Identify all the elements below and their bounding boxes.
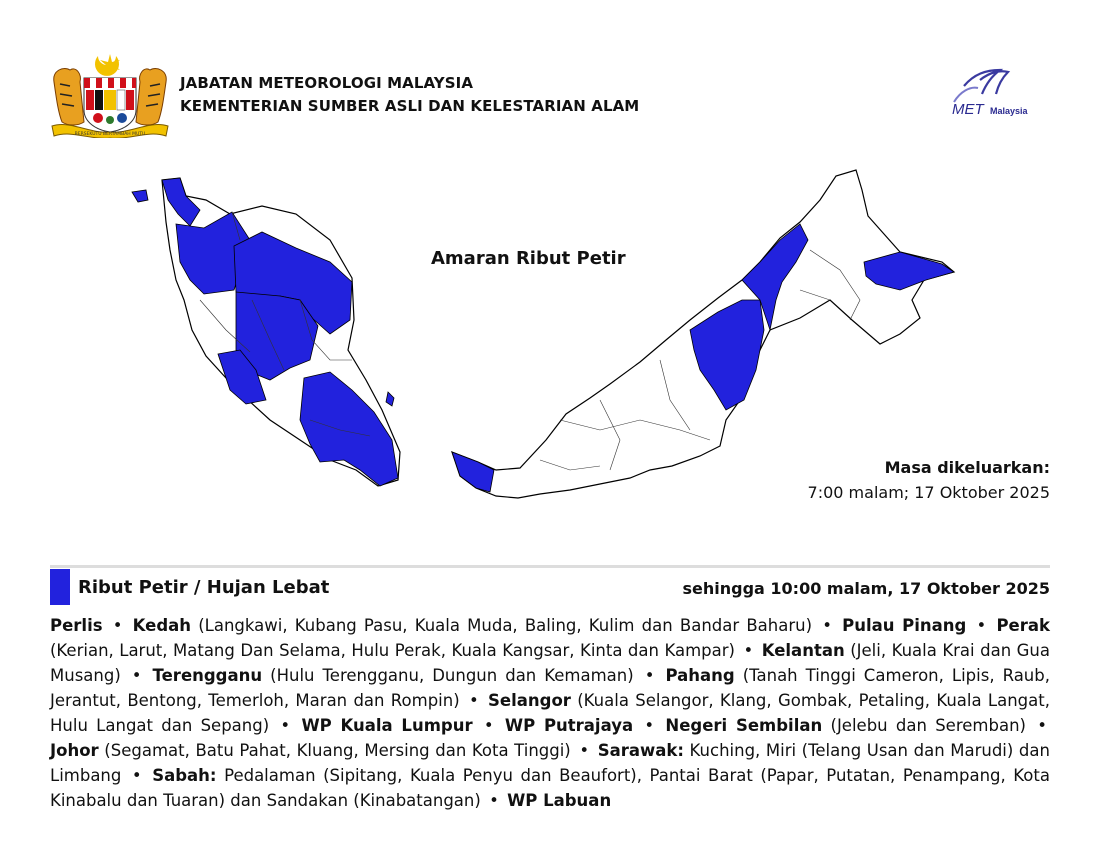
- area-separator: •: [573, 741, 595, 760]
- area-state: Perlis: [50, 616, 103, 635]
- area-state: Johor: [50, 741, 99, 760]
- area-state: WP Kuala Lumpur: [301, 716, 473, 735]
- area-separator: •: [815, 616, 840, 635]
- met-logo-subtext: Malaysia: [990, 106, 1028, 116]
- area-state: Kedah: [132, 616, 192, 635]
- warning-accent-bar: [50, 569, 70, 605]
- area-districts: (Kuala Selangor, Klang, Gombak, Petaling, Kuala Langat, Hulu Langat dan Sepang): [50, 691, 1050, 735]
- area-state: Perak: [996, 616, 1050, 635]
- area-state: Pulau Pinang: [842, 616, 967, 635]
- area-districts: (Segamat, Batu Pahat, Kluang, Mersing dan Kota Tinggi): [98, 741, 571, 760]
- area-state: Selangor: [488, 691, 571, 710]
- issued-time: [808, 455, 1050, 505]
- warning-valid-until: sehingga 10:00 malam, 17 Oktober 2025: [682, 579, 1050, 598]
- area-state: Pahang: [665, 666, 735, 685]
- area-separator: •: [105, 616, 130, 635]
- area-separator: •: [636, 666, 663, 685]
- header: [50, 52, 1050, 142]
- svg-text:BERSEKUTU BERTAMBAH MUTU: BERSEKUTU BERTAMBAH MUTU: [74, 132, 146, 137]
- area-separator: •: [124, 766, 150, 785]
- area-districts: (Kerian, Larut, Matang Dan Selama, Hulu Perak, Kuala Kangsar, Kinta dan Kampar): [50, 641, 735, 660]
- area-separator: •: [636, 716, 663, 735]
- area-state: WP Putrajaya: [504, 716, 634, 735]
- org-line-2: KEMENTERIAN SUMBER ASLI DAN KELESTARIAN ALAM: [180, 97, 640, 115]
- area-districts: Kuching, Miri (Telang Usan dan Marudi) dan Limbang: [50, 741, 1050, 785]
- issued-label: Masa dikeluarkan:: [884, 458, 1050, 477]
- org-line-1: JABATAN METEOROLOGI MALAYSIA: [180, 74, 474, 92]
- issued-value: 7:00 malam; 17 Oktober 2025: [807, 483, 1050, 502]
- area-districts: (Jeli, Kuala Krai dan Gua Musang): [50, 641, 1050, 685]
- area-separator: •: [272, 716, 299, 735]
- area-separator: •: [123, 666, 150, 685]
- area-separator: •: [1028, 716, 1047, 735]
- area-state: WP Labuan: [507, 791, 612, 810]
- area-state: Sabah:: [152, 766, 217, 785]
- malaysia-coat-of-arms-icon: [50, 52, 170, 138]
- area-state: Terengganu: [152, 666, 263, 685]
- area-separator: •: [969, 616, 994, 635]
- section-divider: [50, 565, 1050, 568]
- warning-type: Ribut Petir / Hujan Lebat: [78, 577, 330, 598]
- area-districts: Pedalaman (Sipitang, Kuala Penyu dan Beaufort), Pantai Barat (Papar, Putatan, Penampang, Kota Kinabalu dan Tuaran) dan Sandakan (Kinabatangan): [50, 766, 1050, 810]
- area-state: Kelantan: [761, 641, 845, 660]
- area-districts: (Tanah Tinggi Cameron, Lipis, Raub, Jerantut, Bentong, Temerloh, Maran dan Rompin): [50, 666, 1050, 710]
- area-state: Sarawak:: [597, 741, 684, 760]
- area-districts: (Jelebu dan Seremban): [822, 716, 1026, 735]
- area-separator: •: [483, 791, 505, 810]
- area-state: Negeri Sembilan: [665, 716, 823, 735]
- area-districts: (Hulu Terengganu, Dungun dan Kemaman): [262, 666, 634, 685]
- map-title: Amaran Ribut Petir: [431, 248, 626, 269]
- met-malaysia-logo: [934, 66, 1050, 122]
- area-separator: •: [738, 641, 759, 660]
- met-logo-text: MET: [952, 101, 984, 118]
- area-districts: (Langkawi, Kubang Pasu, Kuala Muda, Baling, Kulim dan Bandar Baharu): [191, 616, 813, 635]
- organization-name: [180, 72, 639, 118]
- affected-areas: [50, 613, 1050, 813]
- area-separator: •: [462, 691, 486, 710]
- area-separator: •: [475, 716, 502, 735]
